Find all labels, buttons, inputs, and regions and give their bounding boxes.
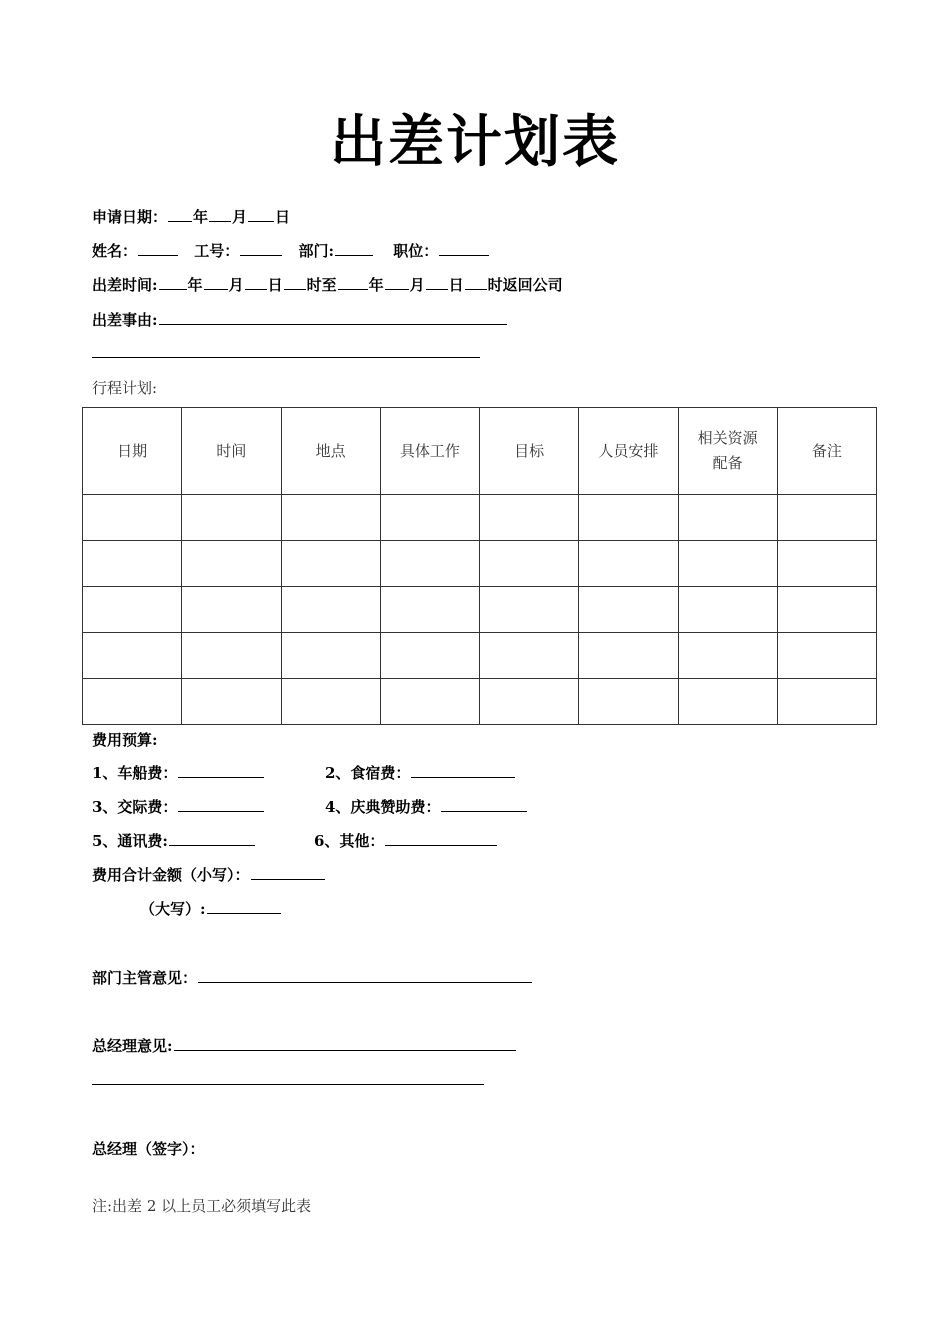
table-cell[interactable] [380, 495, 479, 541]
reason-field-line-2[interactable] [92, 357, 480, 358]
gm-opinion-row [92, 1035, 517, 1056]
total-big-label: （大写）: [140, 900, 206, 918]
table-cell[interactable] [579, 541, 678, 587]
table-cell[interactable] [678, 633, 777, 679]
table-row [83, 495, 877, 541]
header-resources-line2: 配备 [712, 454, 743, 472]
table-cell[interactable] [579, 495, 678, 541]
trip-end-hour-field[interactable] [465, 275, 487, 290]
communication-fee-field[interactable] [169, 831, 255, 846]
table-cell[interactable] [480, 679, 579, 725]
table-row [83, 541, 877, 587]
day-text: 日 [448, 276, 464, 294]
table-cell[interactable] [83, 541, 182, 587]
budget-item-2 [325, 762, 516, 783]
table-row [83, 679, 877, 725]
dept-field[interactable] [335, 241, 373, 256]
table-cell[interactable] [380, 633, 479, 679]
name-field[interactable] [138, 241, 178, 256]
budget-item-4 [325, 796, 528, 817]
table-cell[interactable] [579, 633, 678, 679]
table-cell[interactable] [678, 679, 777, 725]
year-text: 年 [193, 208, 209, 226]
other-fee-label: 6、其他： [314, 832, 385, 850]
trip-start-day-field[interactable] [245, 275, 267, 290]
table-cell[interactable] [83, 495, 182, 541]
year-text: 年 [187, 276, 203, 294]
header-time: 时间 [182, 408, 281, 495]
table-cell[interactable] [480, 587, 579, 633]
entertainment-fee-field[interactable] [178, 797, 264, 812]
gm-opinion-label: 总经理意见: [92, 1037, 173, 1055]
table-cell[interactable] [182, 541, 281, 587]
budget-item-1 [92, 762, 265, 783]
personal-info-row [92, 240, 490, 261]
header-work: 具体工作 [380, 408, 479, 495]
apply-day-field[interactable] [248, 207, 274, 222]
day-text: 日 [275, 208, 291, 226]
dept-opinion-row [92, 967, 533, 988]
trip-time-row [92, 274, 563, 295]
apply-year-field[interactable] [168, 207, 192, 222]
reason-label: 出差事由: [92, 311, 158, 329]
table-cell[interactable] [480, 541, 579, 587]
table-cell[interactable] [579, 679, 678, 725]
table-cell[interactable] [777, 633, 876, 679]
table-cell[interactable] [777, 679, 876, 725]
table-row [83, 587, 877, 633]
gm-opinion-field[interactable] [174, 1036, 516, 1051]
trip-start-year-field[interactable] [159, 275, 187, 290]
total-small-field[interactable] [251, 865, 325, 880]
sponsorship-fee-field[interactable] [441, 797, 527, 812]
hour-to-text: 时至 [306, 276, 337, 294]
table-cell[interactable] [678, 541, 777, 587]
header-goal: 目标 [480, 408, 579, 495]
table-cell[interactable] [678, 587, 777, 633]
footnote: 注:出差 2 以上员工必须填写此表 [92, 1197, 312, 1215]
table-row [83, 633, 877, 679]
table-cell[interactable] [480, 495, 579, 541]
communication-fee-label: 5、通讯费: [92, 832, 168, 850]
other-fee-field[interactable] [385, 831, 497, 846]
budget-item-3 [92, 796, 265, 817]
position-field[interactable] [439, 241, 489, 256]
table-cell[interactable] [83, 679, 182, 725]
dept-opinion-label: 部门主管意见： [92, 969, 198, 987]
header-remarks: 备注 [777, 408, 876, 495]
dept-opinion-field[interactable] [198, 968, 532, 983]
total-big-field[interactable] [207, 899, 281, 914]
trip-start-hour-field[interactable] [284, 275, 306, 290]
table-cell[interactable] [83, 587, 182, 633]
table-cell[interactable] [281, 587, 380, 633]
header-staff: 人员安排 [579, 408, 678, 495]
apply-date-row [92, 206, 290, 227]
table-cell[interactable] [777, 587, 876, 633]
table-cell[interactable] [281, 633, 380, 679]
table-cell[interactable] [281, 495, 380, 541]
table-cell[interactable] [380, 679, 479, 725]
table-cell[interactable] [777, 541, 876, 587]
table-cell[interactable] [380, 541, 479, 587]
lodging-fee-field[interactable] [411, 763, 515, 778]
total-big-row [140, 898, 282, 919]
table-cell[interactable] [83, 633, 182, 679]
budget-item-5 [92, 830, 256, 851]
total-small-row [92, 864, 326, 885]
gm-sign-label: 总经理（签字）： [92, 1140, 205, 1158]
position-label: 职位： [393, 242, 439, 260]
month-text: 月 [228, 276, 244, 294]
id-field[interactable] [240, 241, 282, 256]
page-title: 出差计划表 [330, 110, 620, 175]
table-cell[interactable] [182, 495, 281, 541]
budget-label: 费用预算: [92, 731, 158, 749]
budget-item-6 [314, 830, 498, 851]
name-label: 姓名： [92, 242, 138, 260]
apply-month-field[interactable] [209, 207, 231, 222]
trip-end-month-field[interactable] [385, 275, 409, 290]
reason-row [92, 309, 508, 330]
transport-fee-field[interactable] [178, 763, 264, 778]
table-cell[interactable] [281, 679, 380, 725]
total-small-label: 费用合计金额（小写）： [92, 866, 250, 884]
table-cell[interactable] [182, 587, 281, 633]
header-location: 地点 [281, 408, 380, 495]
itinerary-table [82, 407, 877, 725]
itinerary-label: 行程计划: [92, 379, 158, 397]
return-text: 时返回公司 [487, 276, 563, 294]
header-resources [678, 408, 777, 495]
apply-date-label: 申请日期： [92, 208, 168, 226]
table-header-row [83, 408, 877, 495]
sponsorship-fee-label: 4、庆典赞助费： [325, 798, 441, 816]
trip-time-label: 出差时间: [92, 276, 158, 294]
month-text: 月 [409, 276, 425, 294]
table-cell[interactable] [182, 633, 281, 679]
gm-opinion-field-line-2[interactable] [92, 1084, 484, 1085]
trip-start-month-field[interactable] [204, 275, 228, 290]
trip-end-year-field[interactable] [338, 275, 368, 290]
header-date: 日期 [83, 408, 182, 495]
trip-end-day-field[interactable] [426, 275, 448, 290]
table-cell[interactable] [678, 495, 777, 541]
reason-field[interactable] [159, 310, 507, 325]
table-cell[interactable] [579, 587, 678, 633]
table-cell[interactable] [182, 679, 281, 725]
entertainment-fee-label: 3、交际费： [92, 798, 178, 816]
day-text: 日 [267, 276, 283, 294]
year-text: 年 [368, 276, 384, 294]
lodging-fee-label: 2、食宿费： [325, 764, 411, 782]
header-resources-line1: 相关资源 [697, 429, 758, 447]
table-cell[interactable] [380, 587, 479, 633]
id-label: 工号： [194, 242, 240, 260]
dept-label: 部门: [298, 242, 335, 260]
month-text: 月 [232, 208, 248, 226]
table-cell[interactable] [281, 541, 380, 587]
table-cell[interactable] [777, 495, 876, 541]
table-cell[interactable] [480, 633, 579, 679]
transport-fee-label: 1、车船费： [92, 764, 178, 782]
